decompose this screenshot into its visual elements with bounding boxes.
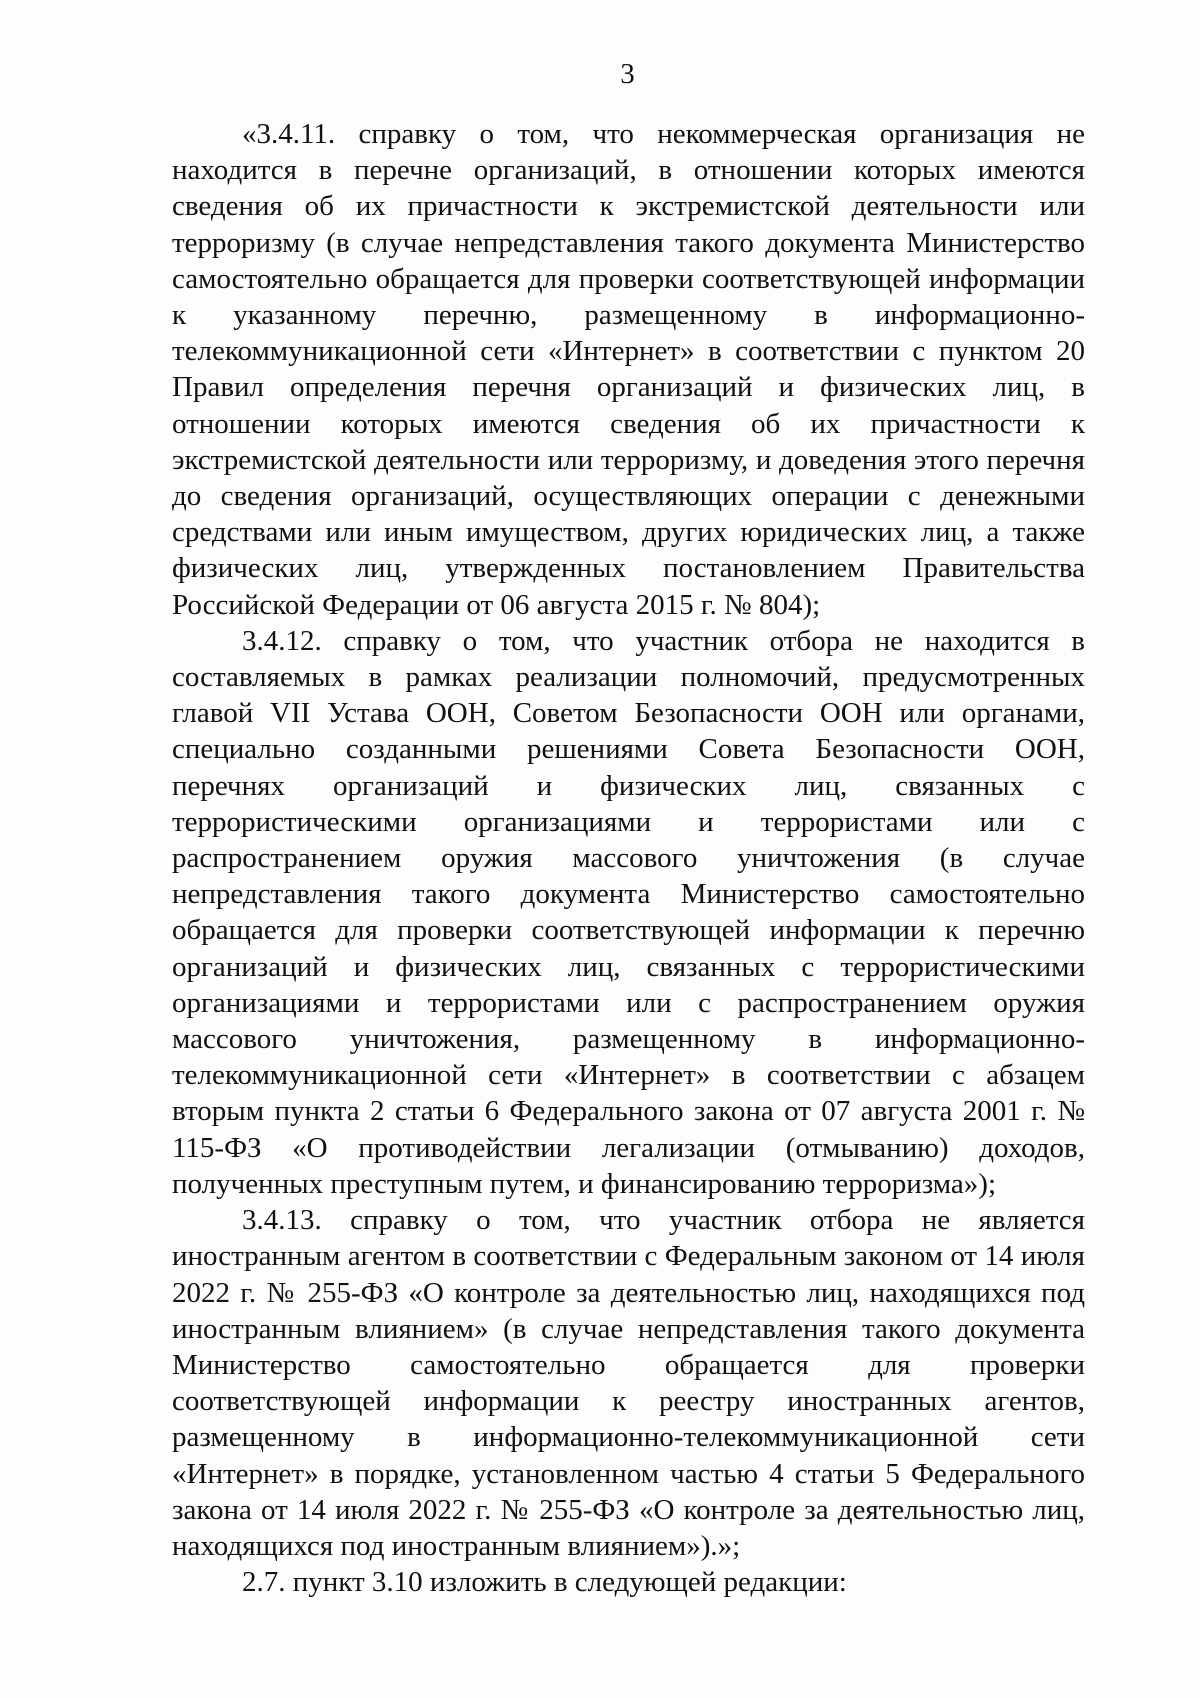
paragraph-3-4-13: 3.4.13. справку о том, что участник отбора не является иностранным агентом в соответствии с Федеральным законом от 14 июля 2022 г. № 255-ФЗ «О контроле за деятельностью лиц, находящихся под иностранным влиянием» (в случае непредставления такого документа Министерство самостоятельно обращается для проверки соответствующей информации к реестру иностранных агентов, размещенному в информационно-телекоммуникационной сети «Интернет» в порядке, установленном частью 4 статьи 5 Федерального закона от 14 июля 2022 г. № 255-ФЗ «О контроле за деятельностью лиц, находящихся под иностранным влиянием»).»; — [172, 1204, 1085, 1562]
document-body — [172, 116, 1085, 1600]
paragraph-2-7: 2.7. пункт 3.10 изложить в следующей редакции: — [242, 1566, 847, 1599]
paragraph-3-4-11: «3.4.11. справку о том, что некоммерческая организация не находится в перечне организаций, в отношении которых имеются сведения об их причастности к экстремистской деятельности или терроризму (в случае непредставления такого документа Министерство самостоятельно обращается для проверки соответствующей информации к указанному перечню, размещенному в информационно-телекоммуникационной сети «Интернет» в соответствии с пунктом 20 Правил определения перечня организаций и физических лиц, в отношении которых имеются сведения об их причастности к экстремистской деятельности или терроризму, и доведения этого перечня до сведения организаций, осуществляющих операции с денежными средствами или иным имуществом, других юридических лиц, а также физических лиц, утвержденных постановлением Правительства Российской Федерации от 06 августа 2015 г. № 804); — [172, 118, 1085, 621]
page-number: 3 — [620, 58, 635, 90]
paragraph-3-4-12: 3.4.12. справку о том, что участник отбора не находится в составляемых в рамках реализации полномочий, предусмотренных главой VII Устава ООН, Советом Безопасности ООН или органами, специально созданными решениями Совета Безопасности ООН, перечнях организаций и физических лиц, связанных с террористическими организациями и террористами или с распространением оружия массового уничтожения (в случае непредставления такого документа Министерство самостоятельно обращается для проверки соответствующей информации к перечню организаций и физических лиц, связанных с террористическими организациями и террористами или с распространением оружия массового уничтожения, размещенному в информационно-телекоммуникационной сети «Интернет» в соответствии с абзацем вторым пункта 2 статьи 6 Федерального закона от 07 августа 2001 г. № 115-ФЗ «О противодействии легализации (отмыванию) доходов, полученных преступным путем, и финансированию терроризма»); — [172, 624, 1085, 1200]
